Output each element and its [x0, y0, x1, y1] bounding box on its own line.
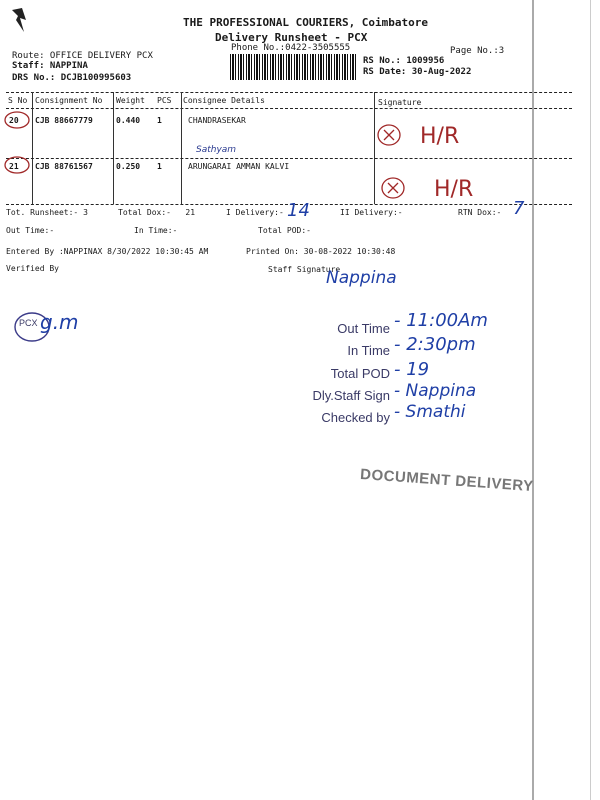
note-label-total-pod: Total POD [330, 366, 390, 381]
col-divider [32, 92, 33, 204]
row2-consignee: ARUNGARAI AMMAN KALVI [188, 162, 290, 171]
company-logo-icon [8, 6, 30, 36]
col-divider [181, 92, 182, 204]
stamp-handwritten: g.m [40, 310, 79, 334]
i-delivery-handwritten: 14 [287, 200, 310, 221]
doc-title: Delivery Runsheet - PCX [215, 31, 368, 44]
row2-consignment: CJB 88761567 [35, 162, 93, 171]
row2-sno: 21 [9, 162, 19, 171]
note-value-total-pod: - 19 [394, 359, 430, 380]
signature-circle-x-icon [376, 123, 402, 147]
col-signature: Signature [378, 98, 422, 107]
company-name: THE PROFESSIONAL COURIERS, Coimbatore [183, 16, 429, 29]
circle-mark-icon [3, 155, 31, 175]
route: Route: OFFICE DELIVERY PCX [12, 51, 153, 61]
pcx-stamp: PCX [19, 318, 38, 328]
rtn-dox-handwritten: 7 [513, 198, 525, 219]
checked-by-value: Smathi [405, 402, 466, 422]
ii-delivery: II Delivery:- [340, 208, 403, 217]
circle-mark-icon [3, 110, 31, 130]
entered-by: Entered By :NAPPINAX 8/30/2022 10:30:45 AM [6, 247, 209, 256]
header-rule [6, 108, 572, 109]
drs-number: DRS No.: DCJB100995603 [12, 73, 132, 83]
note-value-in-time: - 2:30pm [394, 334, 476, 355]
row1-consignee: CHANDRASEKAR [188, 116, 246, 125]
staff-sign-value: Nappina [405, 381, 477, 401]
table-top-rule [6, 92, 572, 93]
scan-edge-line-2 [590, 0, 591, 800]
staff-signature-label: Staff Signature [268, 265, 341, 274]
staff-signature-handwritten: Nappina [326, 268, 397, 288]
page-number: Page No.:3 [450, 46, 505, 56]
in-time: In Time:- [134, 226, 178, 235]
note-value-staff-sign: - Nappina [394, 381, 477, 401]
i-delivery: I Delivery:- [226, 208, 284, 217]
col-consignee: Consignee Details [183, 96, 265, 105]
row2-weight: 0.250 [116, 162, 141, 171]
note-value-out-time: - 11:00Am [394, 310, 488, 331]
row1-receiver-handwritten: Sathyam [196, 145, 237, 155]
signature-circle-x-icon [380, 176, 406, 200]
total-pod-value: 19 [406, 359, 430, 380]
note-label-out-time: Out Time [337, 321, 390, 336]
barcode [230, 54, 356, 80]
row1-sno: 20 [9, 116, 19, 125]
in-time-value: 2:30pm [406, 334, 476, 355]
row1-signature: H/R [420, 124, 460, 149]
col-pcs: PCS [157, 96, 172, 105]
row2-pcs: 1 [157, 162, 162, 171]
document-delivery-stamp: DOCUMENT DELIVERY [359, 465, 535, 496]
total-dox: Total Dox:- 21 [118, 208, 196, 217]
note-label-in-time: In Time [347, 343, 390, 358]
out-time-value: 11:00Am [406, 310, 488, 331]
note-label-staff-sign: Dly.Staff Sign [312, 388, 390, 403]
row1-pcs: 1 [157, 116, 162, 125]
col-divider [113, 92, 114, 204]
total-pod: Total POD:- [258, 226, 311, 235]
staff: Staff: NAPPINA [12, 61, 88, 71]
phone-number: Phone No.:0422-3505555 [231, 43, 351, 53]
row1-consignment: CJB 88667779 [35, 116, 93, 125]
rtn-dox: RTN Dox:- [458, 208, 502, 217]
col-consignment: Consignment No [35, 96, 103, 105]
out-time: Out Time:- [6, 226, 55, 235]
tot-runsheet: Tot. Runsheet:- 3 [6, 208, 88, 217]
col-divider [374, 92, 375, 204]
row-rule [6, 158, 572, 159]
note-value-checked-by: - Smathi [394, 402, 466, 422]
verified-by: Verified By [6, 264, 59, 273]
printed-on: Printed On: 30-08-2022 10:30:48 [246, 247, 396, 256]
rs-date: RS Date: 30-Aug-2022 [363, 67, 472, 77]
col-weight: Weight [116, 96, 145, 105]
row1-weight: 0.440 [116, 116, 141, 125]
row2-signature: H/R [434, 177, 474, 202]
note-label-checked-by: Checked by [321, 410, 390, 425]
scan-edge-line [532, 0, 534, 800]
col-sno: S No [8, 96, 28, 105]
rs-number: RS No.: 1009956 [363, 56, 445, 66]
